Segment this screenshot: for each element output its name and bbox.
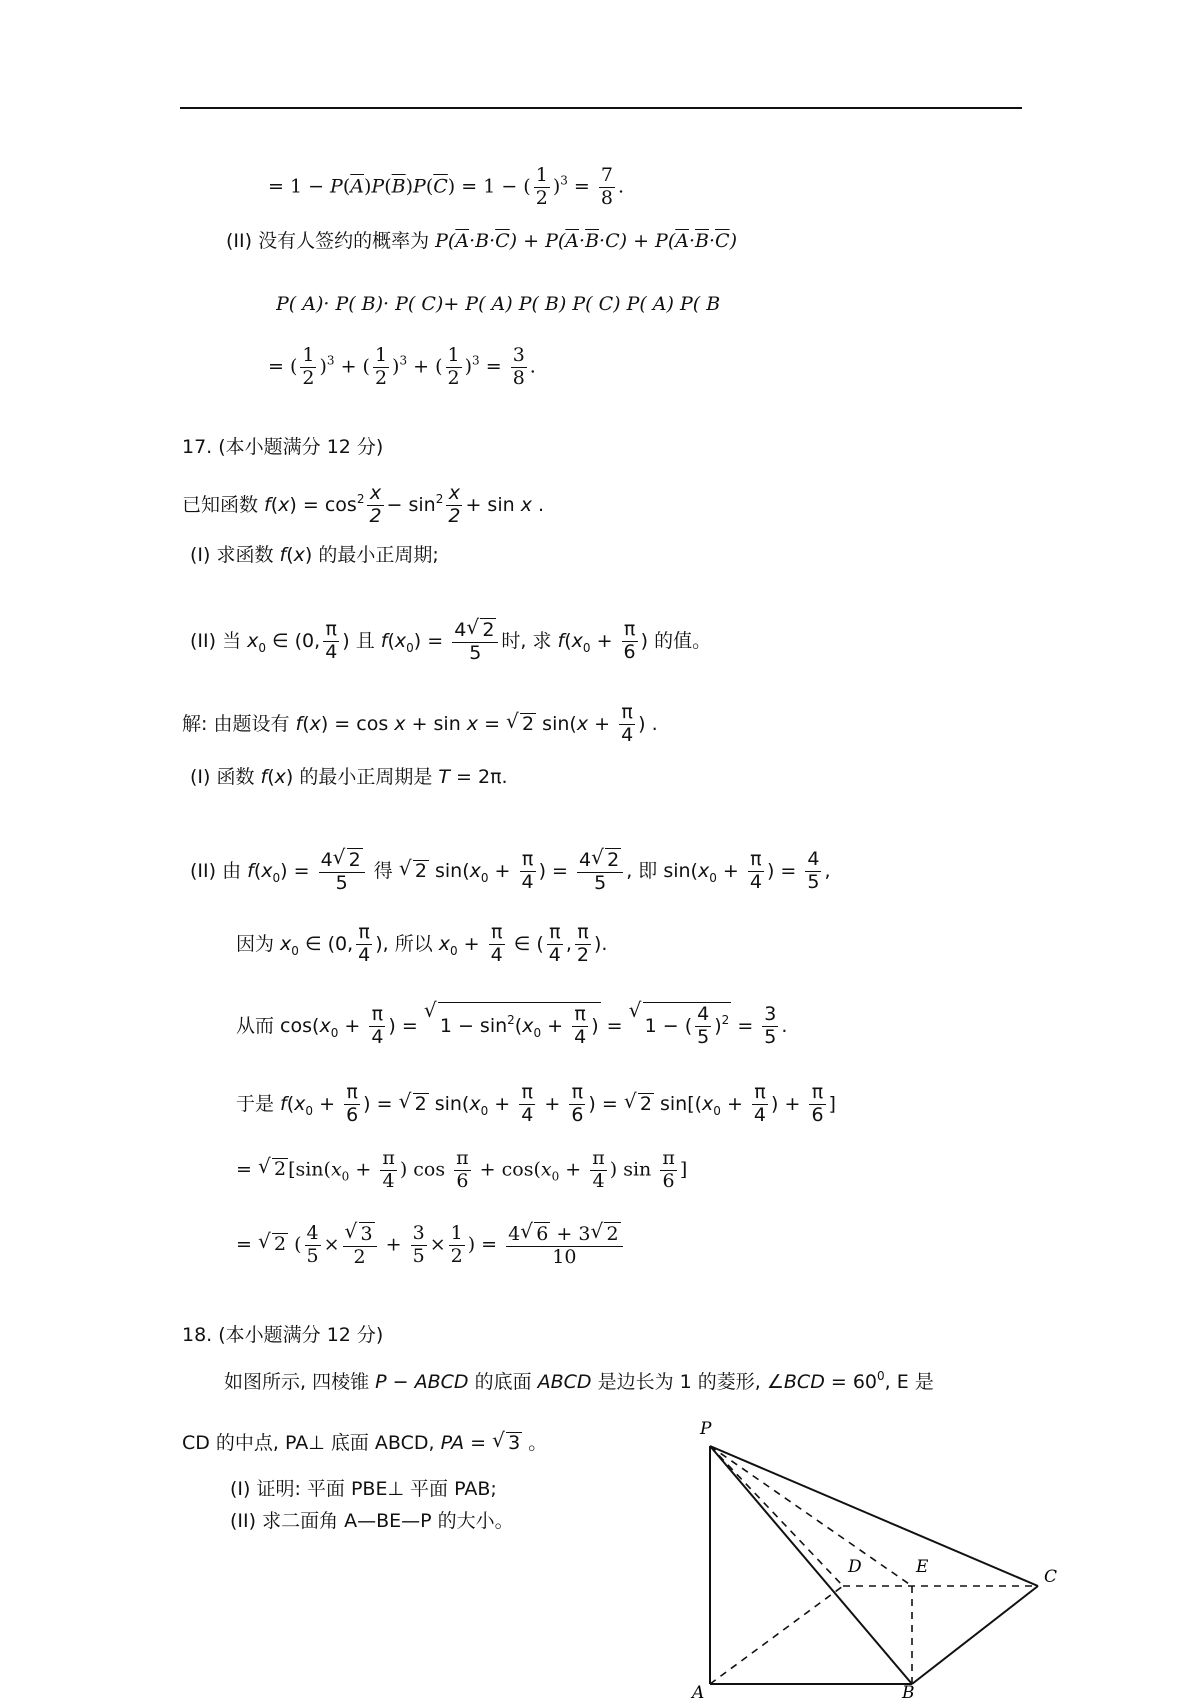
- q18-desc-2: CD 的中点, PA⊥ 底面 ABCD, PA = √ 3 。: [182, 1432, 547, 1453]
- edge-AD: [710, 1586, 843, 1684]
- q17-solution-2d: 于是 $f(x_0$ + $\frac{\pi}{6}$ ) = √ 2 $\sin(x_0$ + $\frac{\pi}{4}$ + $\frac{\pi}{6}$ ) = √ 2 $\sin[(x_0$ + $\frac{\pi}{4}$ ) + $\frac{\pi}{6}$ ]: [236, 1082, 836, 1127]
- prob-line-1: = $1 - P(\overline{A})P(\overline{B})P(\overline{C}) = 1$ − ( $\frac{1}{2}$ )$^3$ = $\frac{7}{8}$ .: [268, 164, 625, 209]
- header-rule: [180, 107, 1022, 109]
- q18-desc-1: 如图所示, 四棱锥 P − ABCD 的底面 ABCD 是边长为 1 的菱形, ∠BCD = $60^0$, E 是: [224, 1369, 934, 1393]
- q17-solution-2a: (II) 由 $f(x_0)$ = $\frac{4 √ 2}{5}$ 得 √ 2 $\sin(x_0$ + $\frac{\pi}{4}$ ) = $\frac{4 √ 2}{5}$ , 即 $\sin(x_0$ + $\frac{\pi}{4}$ ) = $\frac{4}{5}$ ,: [190, 848, 831, 895]
- prob-line-4: = ( $\frac{1}{2}$ )$^3$ + ( $\frac{1}{2}$ )$^3$ + ( $\frac{1}{2}$ )$^3$ = $\frac{3}{8}$ .: [268, 344, 536, 389]
- edge-BC: [912, 1586, 1038, 1684]
- prob-line-2: (II) 没有人签约的概率为 $P(\overline{A}\cdot B\cdot\overline{C}) + P(\overline{A}\cdot\overline{B}\cdot C) + P(\overline{A}\cdot\overline{B}\cdot\overline{C})$: [226, 230, 737, 252]
- label-E: E: [916, 1557, 929, 1577]
- q17-part2: (II) 当 $x_0$ ∈ (0, $\frac{\pi}{4}$ ) 且 $f(x_0)$ = $\frac{4 √ 2}{5}$ 时, 求 $f(x_0$ + $\frac{\pi}{6}$ ) 的值。: [190, 618, 711, 665]
- prob-line-2-label: (II) 没有人签约的概率为: [226, 230, 430, 252]
- q17-heading: 17. (本小题满分 12 分): [182, 436, 384, 458]
- prob-line-3: P( A)· P( B)· P( C)+ P( A) P( B) P( C) P( A) P( B: [276, 295, 721, 314]
- q17-solution-2c: 从而 $\cos(x_0$ + $\frac{\pi}{4}$ ) = √ $1 - \sin^2(x_0$ + $\frac{\pi}{4}$ ) = √ 1 − ( $\frac{4}{5}$ )$^2$ = $\frac{3}{5}$ .: [236, 1002, 787, 1049]
- q18-heading: 18. (本小题满分 12 分): [182, 1324, 384, 1346]
- q17-solution-2e: = √ 2 [$\sin(x_0$ + $\frac{\pi}{4}$ ) cos $\frac{\pi}{6}$ + $\cos(x_0$ + $\frac{\pi}{4}$ ) sin $\frac{\pi}{6}$ ]: [236, 1148, 687, 1193]
- pyramid-figure: [680, 1412, 1080, 1698]
- q17-solution-intro: 解: 由题设有 f(x) = cos x + sin x = √ 2 sin(x + $\frac{\pi}{4}$ ) .: [182, 702, 658, 747]
- edge-PD: [710, 1446, 843, 1586]
- q17-given: 已知函数 $f(x) = \cos^2$ $\frac{x}{2}$ − $\sin^2$ $\frac{x}{2}$ + sin x .: [182, 482, 545, 527]
- label-B: B: [902, 1683, 915, 1698]
- q17-solution-2b: 因为 $x_0$ ∈ (0, $\frac{\pi}{4}$ ), 所以 $x_0$ + $\frac{\pi}{4}$ ∈ ( $\frac{\pi}{4}$ , $\frac{\pi}{2}$ ).: [236, 921, 608, 966]
- q17-solution-1: (I) 函数 f(x) 的最小正周期是 T = 2π.: [190, 766, 508, 788]
- q17-solution-2f: = √ 2 ( $\frac{4}{5}$ × √ $\frac{3}{2}$ + $\frac{3}{5}$ × $\frac{1}{2}$ ) = $\frac{4 √ 6 + 3 √ 2}{10}$: [236, 1222, 626, 1269]
- label-D: D: [848, 1557, 862, 1577]
- edge-PC: [710, 1446, 1038, 1586]
- q18-part1: (I) 证明: 平面 PBE⊥ 平面 PAB;: [230, 1478, 497, 1500]
- q17-part1: (I) 求函数 f(x) 的最小正周期;: [190, 544, 439, 566]
- label-P: P: [700, 1419, 712, 1439]
- label-C: C: [1044, 1567, 1058, 1587]
- q18-part2: (II) 求二面角 A—BE—P 的大小。: [230, 1510, 514, 1532]
- label-A: A: [692, 1683, 705, 1698]
